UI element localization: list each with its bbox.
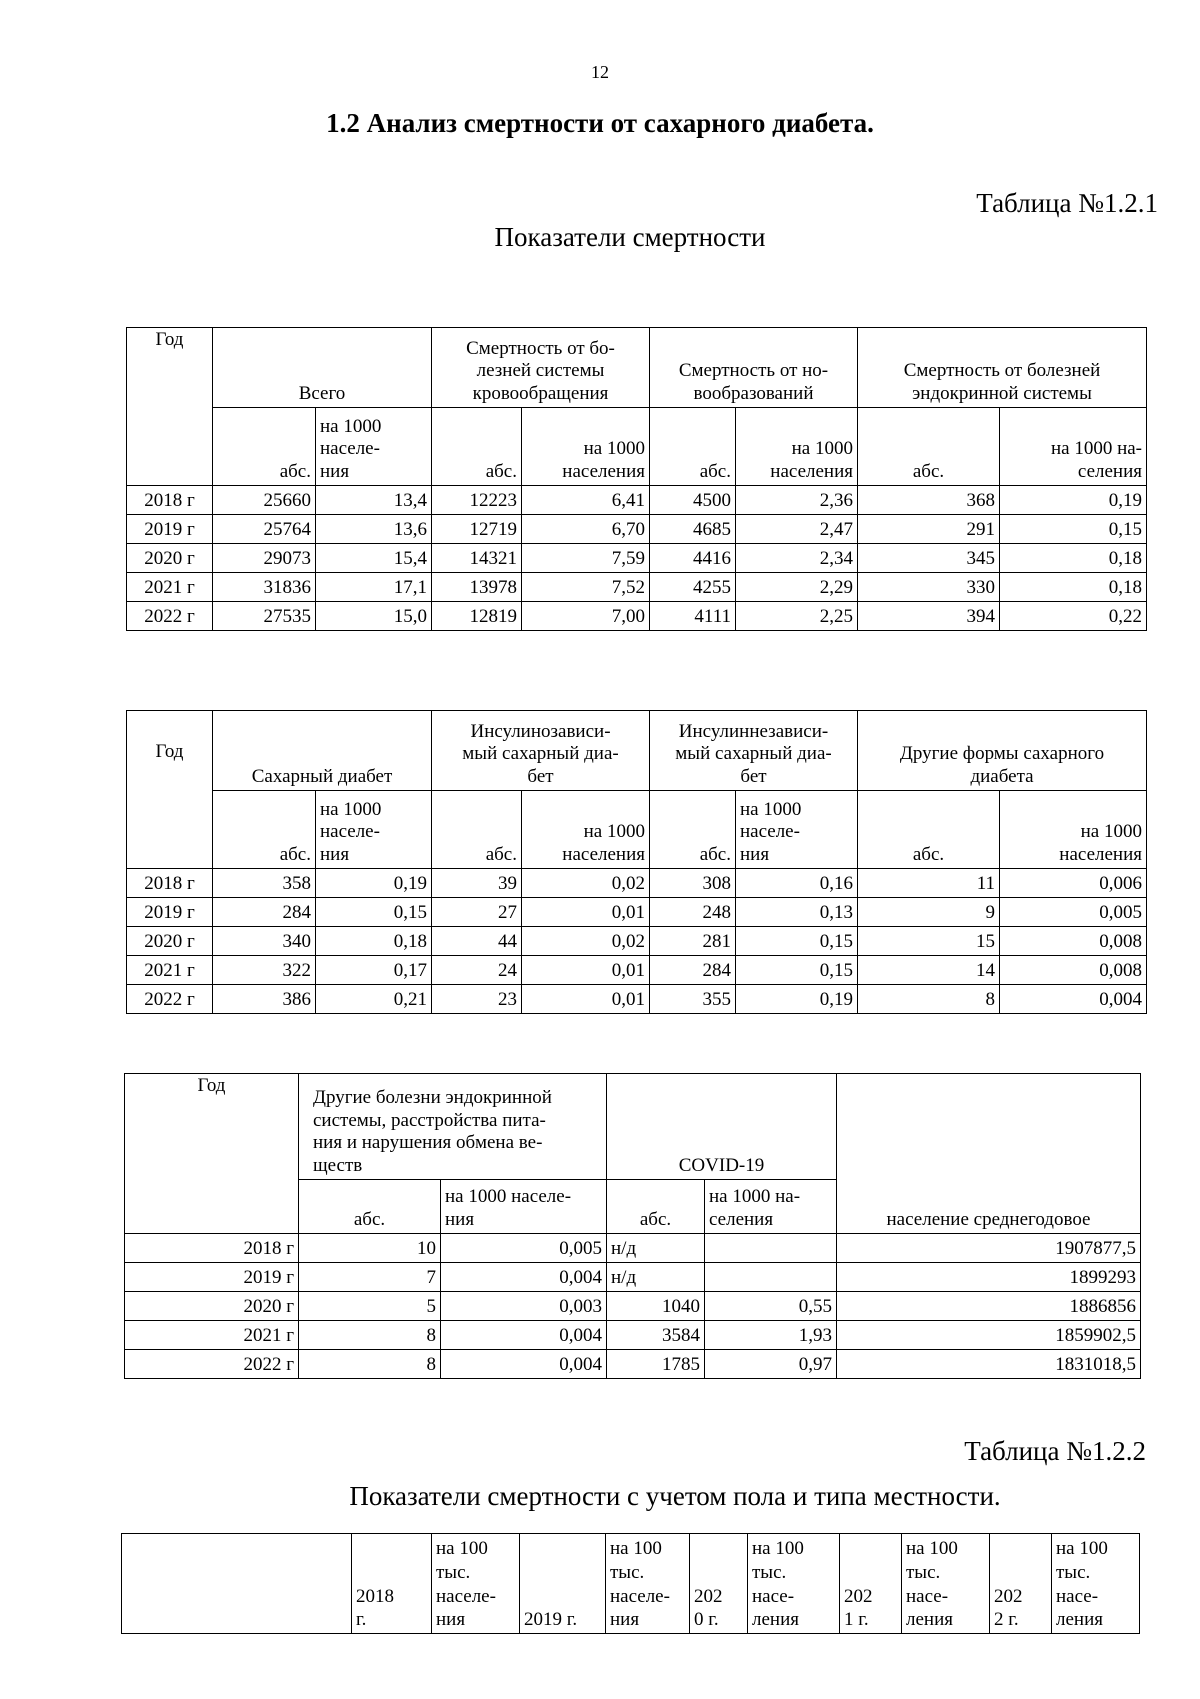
header-empty xyxy=(122,1534,352,1634)
header-abs: абс. xyxy=(213,791,316,869)
table-row xyxy=(125,1350,1141,1379)
table-cell: 6,70 xyxy=(522,515,650,544)
table-cell: 2,47 xyxy=(736,515,858,544)
table-cell: 0,21 xyxy=(316,985,432,1014)
table-cell: 0,006 xyxy=(1000,869,1147,898)
table-cell: 24 xyxy=(432,956,522,985)
table-cell: 0,19 xyxy=(316,869,432,898)
section-heading: 1.2 Анализ смертности от сахарного диабета. xyxy=(326,108,874,138)
table-cell: н/д xyxy=(607,1263,705,1292)
table-cell: 386 xyxy=(213,985,316,1014)
table-cell: 358 xyxy=(213,869,316,898)
table-cell: 12819 xyxy=(432,602,522,631)
table-row xyxy=(125,1321,1141,1350)
table-cell: 4111 xyxy=(650,602,736,631)
table-cell: н/д xyxy=(607,1234,705,1263)
table-row xyxy=(127,602,1147,631)
table-cell: 0,008 xyxy=(1000,927,1147,956)
header-per1000: на 1000 населения xyxy=(522,408,650,486)
table-row xyxy=(127,515,1147,544)
header-other-endocrine: Другие болезни эндокринной системы, расстройства пита- ния и нарушения обмена ве- ществ xyxy=(299,1074,607,1180)
table-cell: 13,6 xyxy=(316,515,432,544)
header-insulin-dependent: Инсулинозависи- мый сахарный диа- бет xyxy=(432,711,650,791)
other-endocrine-covid-table xyxy=(124,1073,1141,1379)
table-cell: 330 xyxy=(858,573,1000,602)
table-row xyxy=(125,1234,1141,1263)
table-cell: 7,52 xyxy=(522,573,650,602)
table-cell: 1785 xyxy=(607,1350,705,1379)
table-cell: 0,02 xyxy=(522,869,650,898)
table-cell: 0,55 xyxy=(705,1292,837,1321)
row-year: 2019 г xyxy=(125,1263,299,1292)
table-cell: 12223 xyxy=(432,486,522,515)
header-abs: абс. xyxy=(299,1180,441,1234)
row-year: 2021 г xyxy=(125,1321,299,1350)
table-label-1: Таблица №1.2.1 xyxy=(976,188,1158,218)
table-cell: 13978 xyxy=(432,573,522,602)
header-per1000: на 1000 населения xyxy=(736,408,858,486)
table-cell: 308 xyxy=(650,869,736,898)
row-year: 2022 г xyxy=(127,602,213,631)
row-year: 2018 г xyxy=(127,486,213,515)
header-year: 202 2 г. xyxy=(990,1534,1052,1634)
table-cell: 8 xyxy=(299,1350,441,1379)
header-abs: абс. xyxy=(213,408,316,486)
table-cell: 44 xyxy=(432,927,522,956)
table-cell: 1859902,5 xyxy=(837,1321,1141,1350)
table-row xyxy=(127,486,1147,515)
table-cell: 1907877,5 xyxy=(837,1234,1141,1263)
table-cell: 12719 xyxy=(432,515,522,544)
header-abs: абс. xyxy=(650,408,736,486)
mortality-table xyxy=(126,327,1147,631)
header-year: 2018 г. xyxy=(352,1534,432,1634)
table-cell: 2,36 xyxy=(736,486,858,515)
table-cell: 0,18 xyxy=(1000,573,1147,602)
table-cell: 0,005 xyxy=(441,1234,607,1263)
header-per100k: на 100 тыс. насе- ления xyxy=(1052,1534,1140,1634)
table-row xyxy=(125,1292,1141,1321)
row-year: 2019 г xyxy=(127,898,213,927)
table-row xyxy=(125,1263,1141,1292)
table-cell: 281 xyxy=(650,927,736,956)
header-per100k: на 100 тыс. насе- ления xyxy=(748,1534,840,1634)
table-cell: 284 xyxy=(213,898,316,927)
table-row xyxy=(127,869,1147,898)
table-cell: 0,004 xyxy=(441,1350,607,1379)
table-cell xyxy=(705,1263,837,1292)
table-cell: 29073 xyxy=(213,544,316,573)
table-cell: 0,16 xyxy=(736,869,858,898)
table-caption-1: Показатели смертности xyxy=(494,222,766,252)
header-per100k: на 100 тыс. населе- ния xyxy=(432,1534,520,1634)
header-total: Всего xyxy=(213,328,432,408)
table-cell: 9 xyxy=(858,898,1000,927)
header-year: Год xyxy=(127,328,213,486)
header-year: 202 1 г. xyxy=(840,1534,902,1634)
table-cell: 0,22 xyxy=(1000,602,1147,631)
header-neoplasms: Смертность от но- вообразований xyxy=(650,328,858,408)
table-cell: 17,1 xyxy=(316,573,432,602)
table-cell: 2,25 xyxy=(736,602,858,631)
table-cell: 0,15 xyxy=(736,956,858,985)
table-cell: 15 xyxy=(858,927,1000,956)
header-abs: абс. xyxy=(650,791,736,869)
table-cell: 14321 xyxy=(432,544,522,573)
table-cell: 4416 xyxy=(650,544,736,573)
table-cell: 345 xyxy=(858,544,1000,573)
table-cell: 27 xyxy=(432,898,522,927)
table-cell: 14 xyxy=(858,956,1000,985)
table-row xyxy=(127,544,1147,573)
row-year: 2022 г xyxy=(127,985,213,1014)
table-cell: 7,00 xyxy=(522,602,650,631)
row-year: 2020 г xyxy=(127,927,213,956)
header-year: Год xyxy=(125,1074,299,1234)
header-abs: абс. xyxy=(858,791,1000,869)
row-year: 2021 г xyxy=(127,573,213,602)
header-per1000: на 1000 на- селения xyxy=(1000,408,1147,486)
header-per1000: на 1000 на- селения xyxy=(705,1180,837,1234)
header-abs: абс. xyxy=(607,1180,705,1234)
table-caption-2: Показатели смертности с учетом пола и типа местности. xyxy=(349,1481,1001,1511)
table-cell: 0,13 xyxy=(736,898,858,927)
header-per1000: на 1000 населе- ния xyxy=(441,1180,607,1234)
header-circulatory: Смертность от бо- лезней системы кровообращения xyxy=(432,328,650,408)
table-cell: 0,004 xyxy=(1000,985,1147,1014)
table-cell xyxy=(705,1234,837,1263)
table-cell: 0,01 xyxy=(522,985,650,1014)
table-cell: 0,01 xyxy=(522,956,650,985)
row-year: 2018 г xyxy=(127,869,213,898)
table-cell: 4500 xyxy=(650,486,736,515)
table-cell: 0,15 xyxy=(736,927,858,956)
table-row xyxy=(127,898,1147,927)
table-cell: 15,4 xyxy=(316,544,432,573)
header-year: 2019 г. xyxy=(520,1534,606,1634)
header-population: население среднегодовое xyxy=(837,1074,1141,1234)
table-row xyxy=(127,985,1147,1014)
table-cell: 340 xyxy=(213,927,316,956)
table-cell: 0,004 xyxy=(441,1263,607,1292)
table-cell: 0,01 xyxy=(522,898,650,927)
diabetes-mortality-table xyxy=(126,710,1147,1014)
table-cell: 2,34 xyxy=(736,544,858,573)
table-cell: 13,4 xyxy=(316,486,432,515)
table-row xyxy=(127,927,1147,956)
table-cell: 3584 xyxy=(607,1321,705,1350)
header-diabetes: Сахарный диабет xyxy=(213,711,432,791)
table-cell: 0,97 xyxy=(705,1350,837,1379)
header-year: 202 0 г. xyxy=(690,1534,748,1634)
table-cell: 0,15 xyxy=(316,898,432,927)
table-cell: 1040 xyxy=(607,1292,705,1321)
table-row xyxy=(127,573,1147,602)
table-cell: 0,19 xyxy=(1000,486,1147,515)
row-year: 2021 г xyxy=(127,956,213,985)
header-abs: абс. xyxy=(432,791,522,869)
header-per1000: на 1000 населе- ния xyxy=(316,791,432,869)
table-cell: 0,18 xyxy=(1000,544,1147,573)
header-endocrine: Смертность от болезней эндокринной системы xyxy=(858,328,1147,408)
table-cell: 6,41 xyxy=(522,486,650,515)
table-cell: 0,17 xyxy=(316,956,432,985)
table-cell: 4255 xyxy=(650,573,736,602)
table-cell: 11 xyxy=(858,869,1000,898)
table-cell: 4685 xyxy=(650,515,736,544)
header-per1000: на 1000 населения xyxy=(1000,791,1147,869)
table-cell: 5 xyxy=(299,1292,441,1321)
header-per1000: на 1000 населе- ния xyxy=(736,791,858,869)
table-cell: 27535 xyxy=(213,602,316,631)
table-cell: 2,29 xyxy=(736,573,858,602)
row-year: 2022 г xyxy=(125,1350,299,1379)
table-cell: 0,004 xyxy=(441,1321,607,1350)
header-per1000: на 1000 населе- ния xyxy=(316,408,432,486)
table-cell: 0,005 xyxy=(1000,898,1147,927)
table-cell: 0,19 xyxy=(736,985,858,1014)
table-cell: 31836 xyxy=(213,573,316,602)
mortality-by-sex-table xyxy=(121,1533,1140,1634)
table-cell: 1899293 xyxy=(837,1263,1141,1292)
table-cell: 7 xyxy=(299,1263,441,1292)
table-cell: 15,0 xyxy=(316,602,432,631)
table-cell: 394 xyxy=(858,602,1000,631)
header-other-diabetes: Другие формы сахарного диабета xyxy=(858,711,1147,791)
table-cell: 10 xyxy=(299,1234,441,1263)
table-cell: 39 xyxy=(432,869,522,898)
table-cell: 1831018,5 xyxy=(837,1350,1141,1379)
header-per100k: на 100 тыс. населе- ния xyxy=(606,1534,690,1634)
table-cell: 248 xyxy=(650,898,736,927)
row-year: 2020 г xyxy=(127,544,213,573)
table-cell: 355 xyxy=(650,985,736,1014)
header-abs: абс. xyxy=(858,408,1000,486)
table-cell: 368 xyxy=(858,486,1000,515)
table-cell: 8 xyxy=(858,985,1000,1014)
table-cell: 0,003 xyxy=(441,1292,607,1321)
table-row xyxy=(127,956,1147,985)
table-cell: 0,02 xyxy=(522,927,650,956)
table-cell: 284 xyxy=(650,956,736,985)
row-year: 2019 г xyxy=(127,515,213,544)
header-abs: абс. xyxy=(432,408,522,486)
table-cell: 1886856 xyxy=(837,1292,1141,1321)
header-per100k: на 100 тыс. насе- ления xyxy=(902,1534,990,1634)
table-cell: 7,59 xyxy=(522,544,650,573)
header-per1000: на 1000 населения xyxy=(522,791,650,869)
table-cell: 0,18 xyxy=(316,927,432,956)
table-cell: 23 xyxy=(432,985,522,1014)
table-cell: 8 xyxy=(299,1321,441,1350)
table-cell: 322 xyxy=(213,956,316,985)
header-covid: COVID-19 xyxy=(607,1074,837,1180)
table-cell: 0,008 xyxy=(1000,956,1147,985)
table-cell: 1,93 xyxy=(705,1321,837,1350)
table-label-2: Таблица №1.2.2 xyxy=(964,1436,1146,1466)
table-cell: 25660 xyxy=(213,486,316,515)
header-year: Год xyxy=(127,711,213,869)
table-cell: 291 xyxy=(858,515,1000,544)
header-insulin-independent: Инсулиннезависи- мый сахарный диа- бет xyxy=(650,711,858,791)
row-year: 2018 г xyxy=(125,1234,299,1263)
row-year: 2020 г xyxy=(125,1292,299,1321)
table-cell: 25764 xyxy=(213,515,316,544)
table-cell: 0,15 xyxy=(1000,515,1147,544)
page-number: 12 xyxy=(591,62,609,82)
